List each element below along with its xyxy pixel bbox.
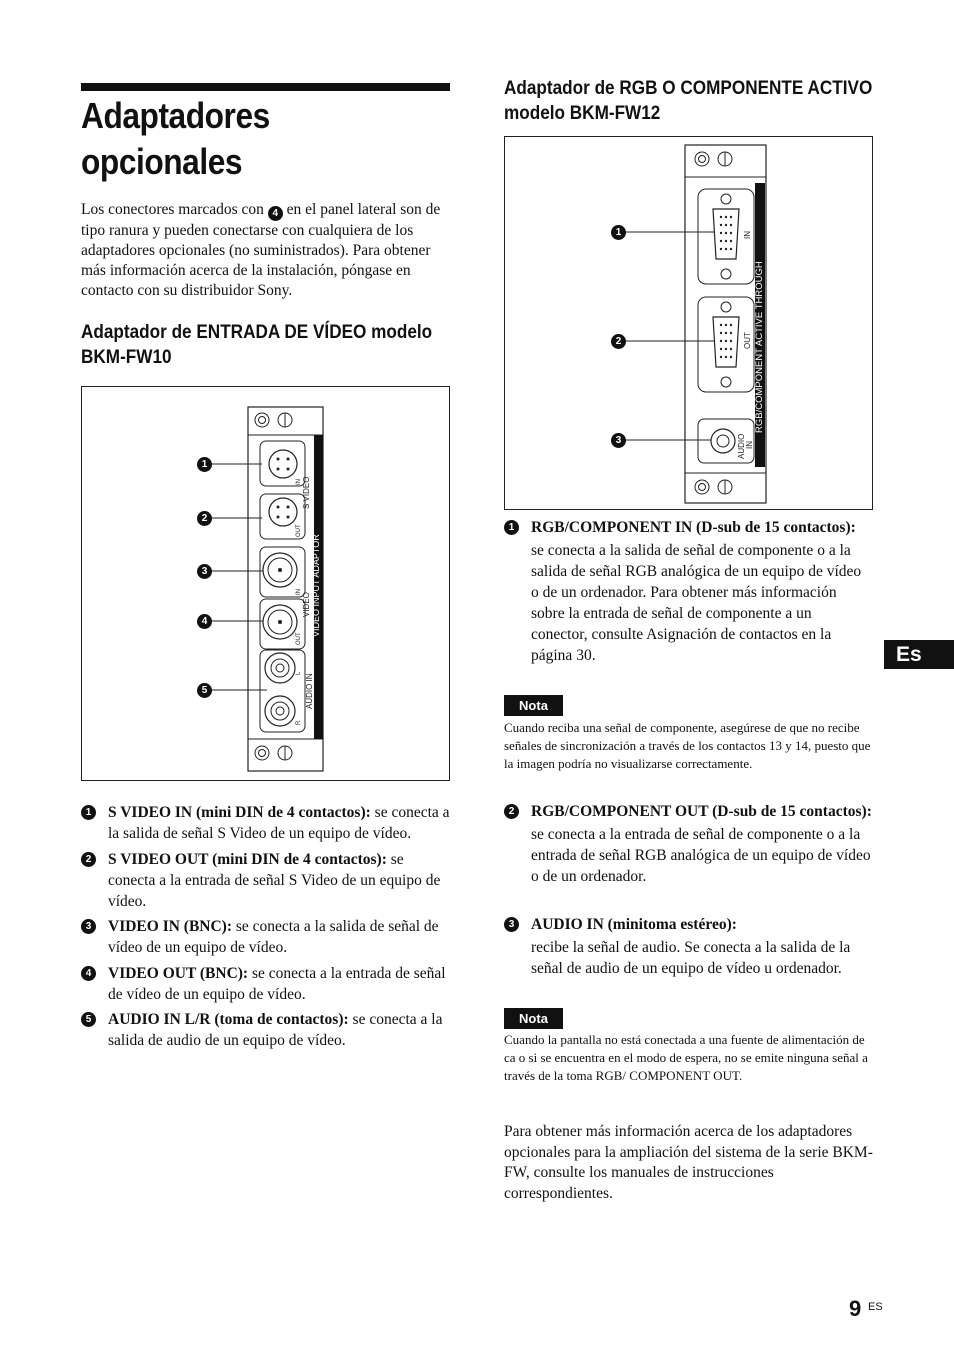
- label-l: L: [296, 671, 302, 675]
- item-number: 2: [81, 852, 96, 867]
- item-label: AUDIO IN L/R (toma de contactos):: [108, 1011, 349, 1028]
- heading-line-1: Adaptador de RGB O COMPONENTE ACTIVO: [504, 77, 873, 99]
- callout-4: 4: [197, 614, 212, 629]
- list-item: [81, 1009, 451, 1051]
- page-title: [81, 93, 406, 185]
- intro-text-after: en el panel lateral son de tipo ranura y pueden conectarse con cualquiera de los adaptadores opcionales (no suministrados). Para obtener más información acerca de la instalación, póngase en contacto con su distribuidor Sony.: [81, 201, 441, 299]
- figure-rgb-component-adaptor: [504, 136, 873, 510]
- item-number: 5: [81, 1012, 96, 1027]
- list-item: [81, 849, 451, 912]
- closing-paragraph: Para obtener más información acerca de los adaptadores opcionales para la ampliación del sistema de la serie BKM-FW, consulte los manuales de instrucciones correspondientes.: [504, 1123, 873, 1202]
- item-text: se conecta a la entrada de señal de vídeo de un equipo de vídeo.: [108, 964, 446, 1003]
- list-item: [504, 914, 872, 979]
- item-head: [504, 801, 872, 822]
- callout-2: 2: [197, 511, 212, 526]
- section-heading-rgb-component: [504, 76, 882, 126]
- item-text: se conecta a la entrada de señal de componente o a la entrada de señal RGB analógica de un equipo de vídeo o de un ordenador.: [531, 826, 871, 885]
- note-badge: Nota: [504, 1008, 563, 1029]
- label-in: IN: [743, 231, 752, 239]
- title-rule: [81, 83, 450, 91]
- callout-1: 1: [611, 225, 626, 240]
- item-number: 2: [504, 804, 519, 819]
- item-text: se conecta a la entrada de señal S Video de un equipo de vídeo.: [108, 850, 441, 910]
- label-out: OUT: [296, 524, 302, 537]
- heading-line-2: BKM-FW10: [81, 346, 172, 368]
- item-label: RGB/COMPONENT OUT (D-sub de 15 contactos):: [531, 803, 872, 820]
- item-label: RGB/COMPONENT IN (D-sub de 15 contactos):: [531, 519, 856, 536]
- note-text: Cuando reciba una señal de componente, asegúrese de que no recibe señales de sincronización a través de los contactos 13 y 14, puesto que la imagen podría no visualizarse correctamente.: [504, 720, 871, 771]
- label-in: IN: [296, 479, 302, 485]
- connector-marker-icon: 4: [268, 206, 283, 221]
- label-r: R: [296, 720, 302, 725]
- item-label: AUDIO IN (minitoma estéreo):: [531, 916, 737, 933]
- item-text: se conecta a la salida de audio de un equipo de vídeo.: [108, 1011, 443, 1049]
- video-adaptor-diagram: [82, 387, 451, 782]
- item-label: VIDEO IN (BNC):: [108, 918, 232, 935]
- item-label: S VIDEO IN (mini DIN de 4 contactos):: [108, 804, 371, 821]
- list-item: [81, 963, 451, 1005]
- item-number: 1: [504, 520, 519, 535]
- label-out: OUT: [743, 332, 752, 349]
- item-number: 3: [504, 917, 519, 932]
- heading-line-2: modelo BKM-FW12: [504, 102, 661, 124]
- item-number: 1: [81, 805, 96, 820]
- note-badge: Nota: [504, 695, 563, 716]
- figure-video-input-adaptor: [81, 386, 450, 781]
- item-head: [504, 914, 872, 935]
- item-text: se conecta a la salida de señal de vídeo de un equipo de vídeo.: [108, 918, 439, 956]
- item-text: se conecta a la salida de señal de componente o a la salida de señal RGB analógica de un equipo de vídeo o de un ordenador. Para obtener más información sobre la entrada de señal de componente a un conector, consulte Asignación de contactos en la página 30.: [531, 542, 862, 664]
- language-tab: Es: [884, 640, 954, 669]
- item-text: se conecta a la salida de señal S Video de un equipo de vídeo.: [108, 804, 450, 842]
- item-label: VIDEO OUT (BNC):: [108, 964, 249, 982]
- intro-paragraph: [81, 200, 453, 301]
- label-audio-in: AUDIO IN: [305, 673, 314, 709]
- label-out: OUT: [296, 632, 302, 645]
- panel-label-video: VIDEO INPUT ADAPTOR: [311, 534, 321, 637]
- item-label: S VIDEO OUT (mini DIN de 4 contactos):: [108, 850, 387, 868]
- item-number: 4: [81, 966, 96, 981]
- video-adaptor-connector-list: [81, 802, 451, 1056]
- label-s-video: S VIDEO: [302, 476, 311, 509]
- item-text: recibe la señal de audio. Se conecta a la salida de la señal de audio de un equipo de vídeo u ordenador.: [531, 939, 851, 977]
- label-in: IN: [745, 441, 754, 449]
- callout-3: 3: [611, 433, 626, 448]
- list-item: [81, 802, 451, 844]
- panel-label-rgb: RGB/COMPONENT ACTIVE THROUGH: [754, 261, 765, 433]
- item-head: [504, 517, 872, 538]
- item-number: 3: [81, 919, 96, 934]
- section-heading-video-input: [81, 320, 451, 370]
- list-item: [504, 801, 872, 887]
- callout-3: 3: [197, 564, 212, 579]
- label-video: VIDEO: [302, 592, 311, 617]
- list-item: [504, 517, 872, 666]
- label-in: IN: [296, 589, 302, 595]
- page-number: 9: [849, 1296, 862, 1321]
- list-item: [81, 916, 451, 958]
- heading-line-1: Adaptador de ENTRADA DE VÍDEO modelo: [81, 321, 433, 343]
- intro-text-before: Los conectores marcados con: [81, 201, 264, 218]
- note-text: Cuando la pantalla no está conectada a una fuente de alimentación de ca o si se encuentra en el modo de espera, no se emite ninguna señal a través de la toma RGB/ COMPONENT OUT.: [504, 1032, 868, 1083]
- callout-1: 1: [197, 457, 212, 472]
- page-number-suffix: ES: [868, 1301, 883, 1313]
- page-title-line-2: opcionales: [81, 141, 243, 182]
- page-title-line-1: Adaptadores: [81, 95, 270, 136]
- callout-5: 5: [197, 683, 212, 698]
- rgb-adaptor-diagram: [505, 137, 874, 511]
- callout-2: 2: [611, 334, 626, 349]
- label-audio: AUDIO: [737, 433, 746, 459]
